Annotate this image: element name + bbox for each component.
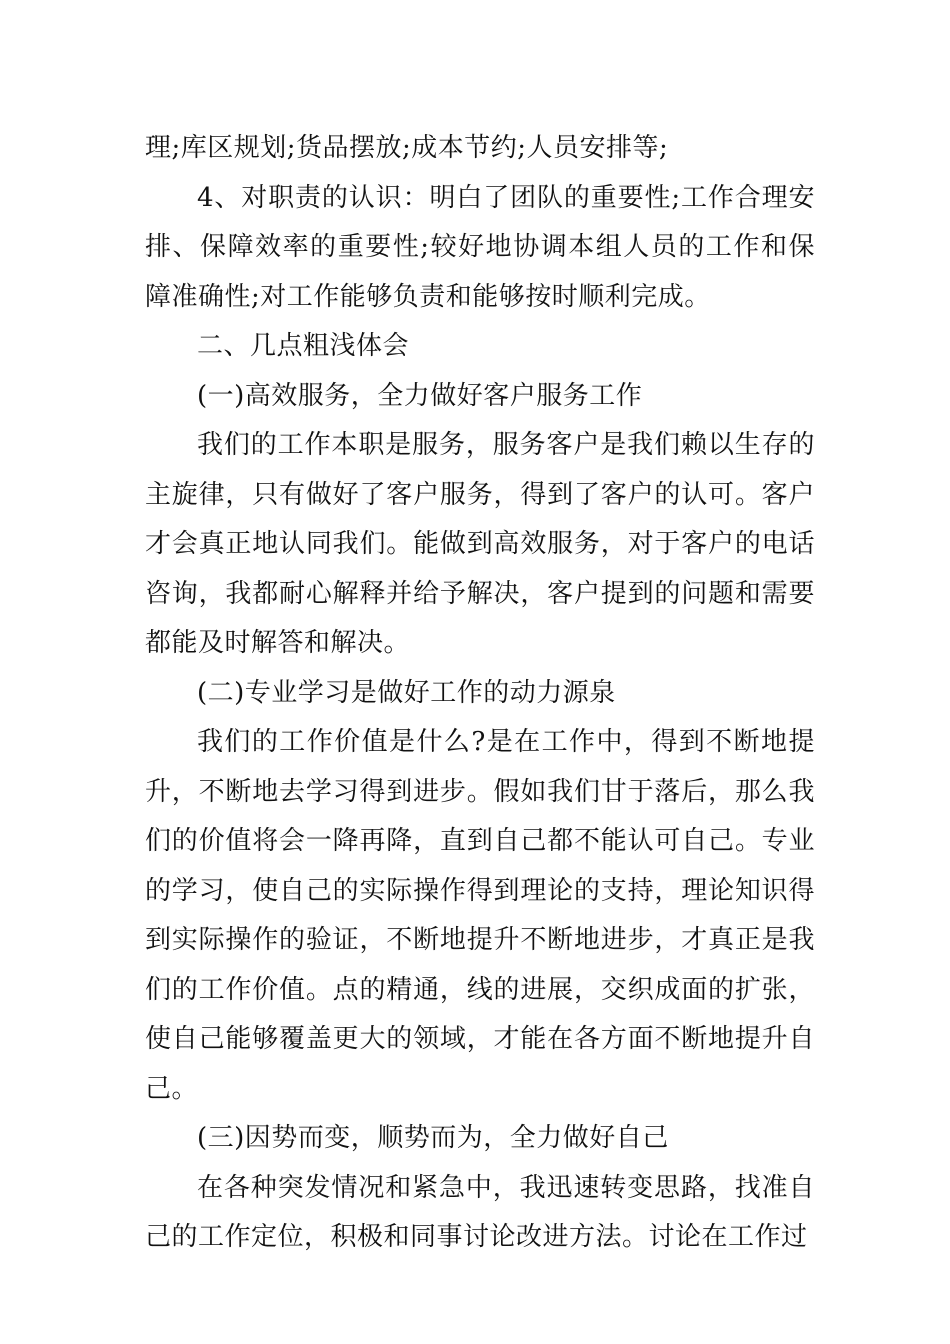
paragraph-continuation: 理;库区规划;货品摆放;成本节约;人员安排等; [145,133,669,163]
paragraph-service: 我们的工作本职是服务，服务客户是我们赖以生存的主旋律，只有做好了客户服务，得到了客户的认可。客户才会真正地认同我们。能做到高效服务，对于客户的电话咨询，我都耐心解释并给予解决，客户提到的问题和需要都能及时解答和解决。 [145,430,815,658]
subheading-service: (一)高效服务，全力做好客户服务工作 [197,380,643,411]
paragraph-learning: 我们的工作价值是什么?是在工作中，得到不断地提升，不断地去学习得到进步。假如我们甘于落后，那么我们的价值将会一降再降，直到自己都不能认可自己。专业的学习，使自己的实际操作得到理论的支持，理论知识得到实际操作的验证，不断地提升不断地进步，才真正是我们的工作价值。点的精通，线的进展，交织成面的扩张，使自己能够覆盖更大的领域，才能在各方面不断地提升自己。 [145,727,815,1104]
document-body [145,124,815,1263]
subheading-learning: (二)专业学习是做好工作的动力源泉 [197,677,616,708]
paragraph-adapt: 在各种突发情况和紧急中，我迅速转变思路，找准自己的工作定位，积极和同事讨论改进方法。讨论在工作过 [145,1172,815,1252]
paragraph-responsibility: 4、对职责的认识：明白了团队的重要性;工作合理安排、保障效率的重要性;较好地协调本组人员的工作和保障准确性;对工作能够负责和能够按时顺利完成。 [145,182,815,312]
section-heading-experience: 二、几点粗浅体会 [197,331,410,361]
subheading-adapt: (三)因势而变，顺势而为，全力做好自己 [197,1123,669,1153]
